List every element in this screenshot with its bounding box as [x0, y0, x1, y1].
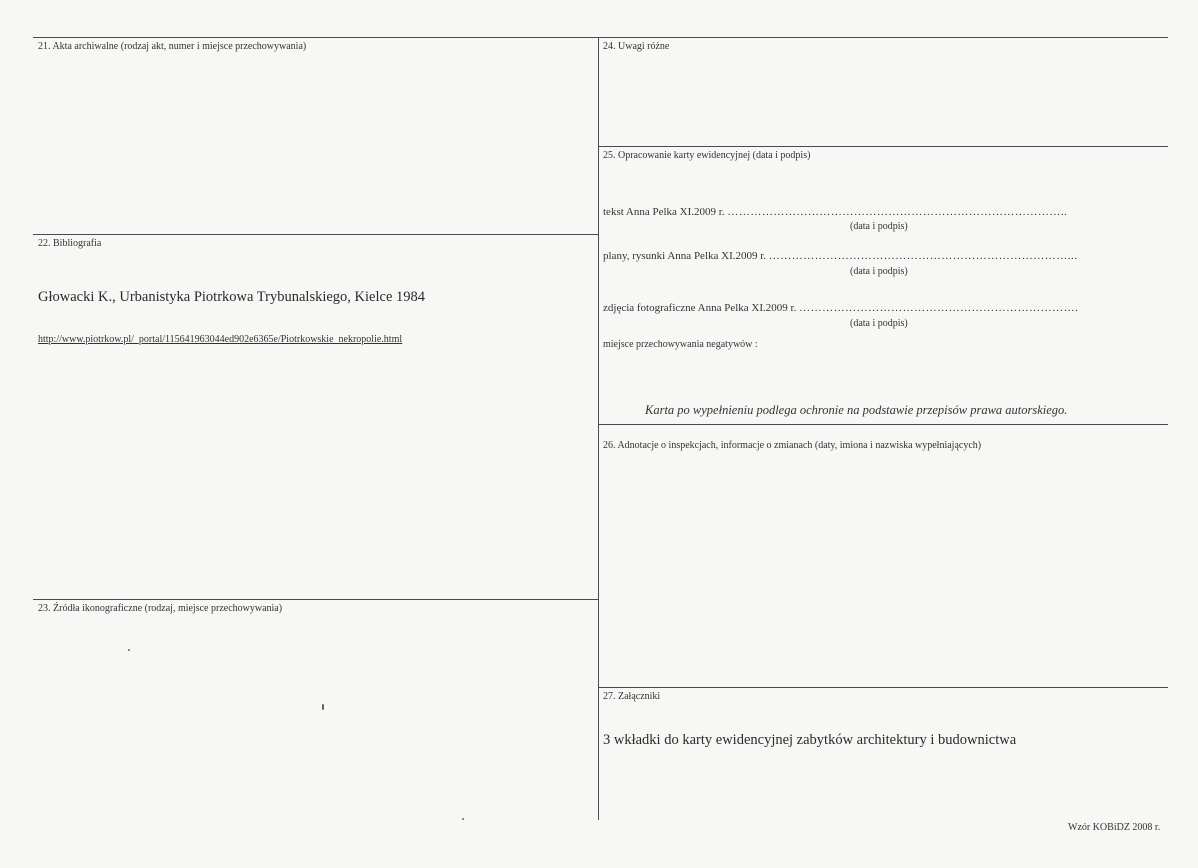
- rule-22: [33, 234, 598, 235]
- negatives-storage-label: miejsce przechowywania negatywów :: [603, 339, 758, 350]
- text-author-row: [603, 206, 1153, 218]
- rule-27: [598, 687, 1168, 688]
- section-22-label: 22. Bibliografia: [38, 238, 102, 249]
- plans-author-dots: ……………………………………………………………………...: [768, 250, 1078, 262]
- section-21-label: 21. Akta archiwalne (rodzaj akt, numer i miejsce przechowywania): [38, 41, 307, 52]
- section-24-label: 24. Uwagi różne: [603, 41, 670, 52]
- section-26-label: 26. Adnotacje o inspekcjach, informacje o zmianach (daty, imiona i nazwiska wypełniających): [603, 440, 982, 451]
- section-23-label: 23. Źródła ikonograficzne (rodzaj, miejsce przechowywania): [38, 603, 283, 614]
- photos-author-dots: ……………………………………………………………….: [799, 302, 1079, 314]
- rule-23: [33, 599, 598, 600]
- attachments-content: 3 wkładki do karty ewidencyjnej zabytków architektury i budownictwa: [603, 732, 1017, 748]
- top-rule: [33, 37, 1168, 38]
- scan-speck: [462, 818, 464, 820]
- text-author-prefix: tekst Anna Pelka XI.2009 r.: [603, 206, 728, 218]
- center-divider: [598, 37, 599, 820]
- section-25-label: 25. Opracowanie karty ewidencyjnej (data i podpis): [603, 150, 811, 161]
- text-author-caption: (data i podpis): [850, 221, 908, 232]
- plans-author-row: [603, 250, 1153, 262]
- rule-25: [598, 146, 1168, 147]
- scan-speck: [128, 649, 130, 651]
- rule-26: [598, 424, 1168, 425]
- section-27-label: 27. Załączniki: [603, 691, 661, 702]
- bibliography-link[interactable]: http://www.piotrkow.pl/_portal/115641963044ed902e6365e/Piotrkowskie_nekropolie.html: [38, 334, 403, 345]
- form-template-footer: Wzór KOBiDZ 2008 r.: [1068, 822, 1161, 833]
- plans-author-prefix: plany, rysunki Anna Pelka XI.2009 r.: [603, 250, 769, 262]
- photos-author-caption: (data i podpis): [850, 318, 908, 329]
- scan-speck: [322, 704, 324, 710]
- copyright-note: Karta po wypełnieniu podlega ochronie na podstawie przepisów prawa autorskiego.: [645, 403, 1068, 417]
- photos-author-row: [603, 302, 1153, 314]
- photos-author-prefix: zdjęcia fotograficzne Anna Pelka XI.2009 r.: [603, 302, 800, 314]
- plans-author-caption: (data i podpis): [850, 266, 908, 277]
- text-author-dots: ……………………………………………………………………………..: [727, 206, 1068, 218]
- bibliography-entry: Głowacki K., Urbanistyka Piotrkowa Trybunalskiego, Kielce 1984: [38, 289, 426, 305]
